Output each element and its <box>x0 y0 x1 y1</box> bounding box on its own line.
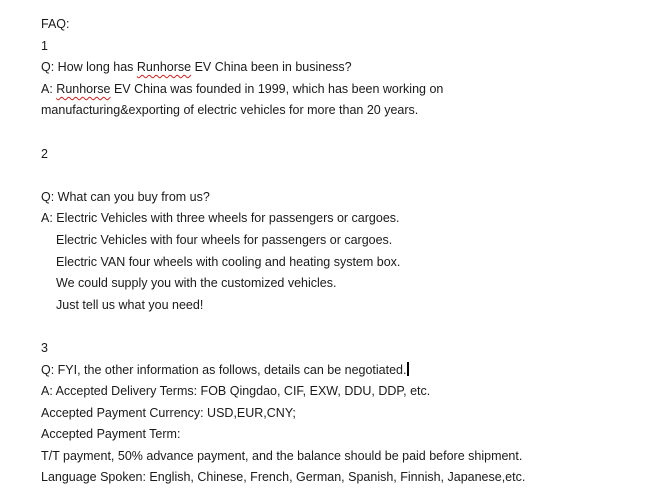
q2-number: 2 <box>41 146 48 161</box>
q2-answer-line-2: Electric Vehicles with four wheels for passengers or cargoes. <box>56 232 393 247</box>
q3-number: 3 <box>41 340 48 355</box>
q2-question: Q: What can you buy from us? <box>41 189 210 204</box>
text-cursor <box>407 362 409 376</box>
q2-answer-line-3: Electric VAN four wheels with cooling and heating system box. <box>56 254 401 269</box>
misspelled-word: Runhorse <box>56 81 111 96</box>
q3-answer-line-5: Language Spoken: English, Chinese, French, German, Spanish, Finnish, Japanese,etc. <box>41 470 526 485</box>
q2-answer-line-5: Just tell us what you need! <box>56 297 204 312</box>
faq-heading: FAQ: <box>41 17 70 31</box>
blank-line <box>41 316 641 338</box>
q2-answer-line-4: We could supply you with the customized vehicles. <box>56 276 337 291</box>
q3-answer-line-1: A: Accepted Delivery Terms: FOB Qingdao, CIF, EXW, DDU, DDP, etc. <box>41 384 431 399</box>
q1-answer-line-1: A: Runhorse EV China was founded in 1999, which has been working on <box>41 81 444 96</box>
q3-answer-line-3: Accepted Payment Term: <box>41 427 181 442</box>
q3-question: Q: FYI, the other information as follows, details can be negotiated. <box>41 360 641 382</box>
q1-answer-line-2: manufacturing&exporting of electric vehicles for more than 20 years. <box>41 103 419 118</box>
blank-line <box>41 165 641 187</box>
q2-answer-line-1: A: Electric Vehicles with three wheels for passengers or cargoes. <box>41 211 400 226</box>
blank-line <box>41 122 641 144</box>
q1-question: Q: How long has Runhorse EV China been in business? <box>41 60 352 75</box>
q1-number: 1 <box>41 38 48 53</box>
misspelled-word: Runhorse <box>136 60 192 75</box>
q3-answer-line-2: Accepted Payment Currency: USD,EUR,CNY; <box>41 405 296 420</box>
q3-answer-line-4: T/T payment, 50% advance payment, and the balance should be paid before shipment. <box>41 448 523 463</box>
faq-document[interactable] <box>41 14 641 489</box>
